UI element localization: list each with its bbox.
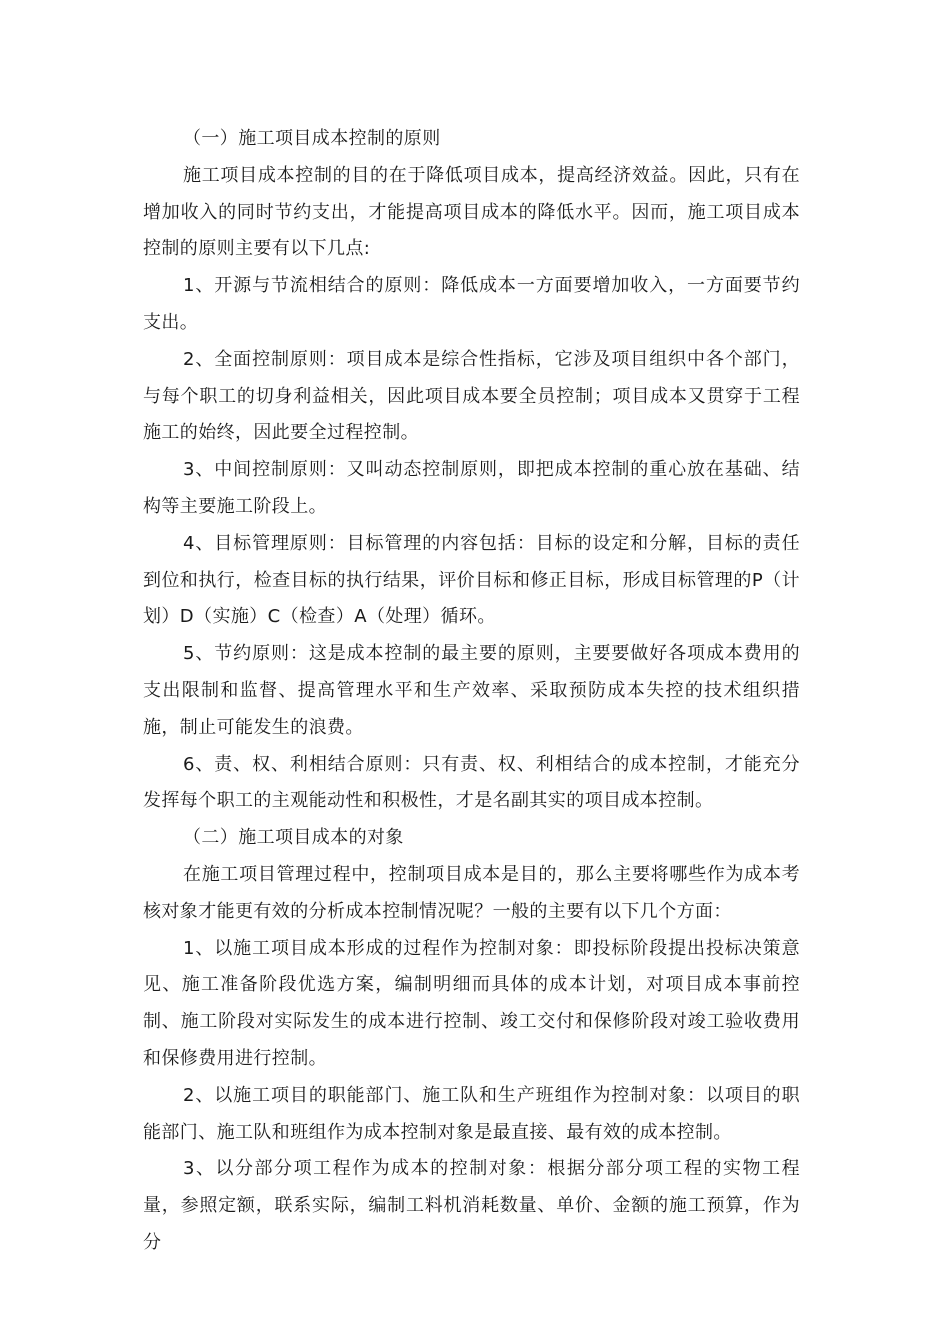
list-item: 6、责、权、利相结合原则：只有责、权、利相结合的成本控制，才能充分发挥每个职工的主观能动性和积极性，才是名副其实的项目成本控制。 bbox=[143, 753, 800, 812]
list-item: 1、开源与节流相结合的原则：降低成本一方面要增加收入，一方面要节约支出。 bbox=[143, 275, 800, 333]
list-item: 2、以施工项目的职能部门、施工队和生产班组作为控制对象：以项目的职能部门、施工队和班组作为成本控制对象是最直接、最有效的成本控制。 bbox=[143, 1084, 800, 1143]
paragraph: 施工项目成本控制的目的在于降低项目成本，提高经济效益。因此，只有在增加收入的同时节约支出，才能提高项目成本的降低水平。因而，施工项目成本控制的原则主要有以下几点: bbox=[143, 164, 800, 260]
list-item: 5、节约原则：这是成本控制的最主要的原则，主要要做好各项成本费用的支出限制和监督、提高管理水平和生产效率、采取预防成本失控的技术组织措施，制止可能发生的浪费。 bbox=[143, 643, 800, 738]
list-item: 3、以分部分项工程作为成本的控制对象：根据分部分项工程的实物工程量，参照定额，联系实际，编制工料机消耗数量、单价、金额的施工预算，作为分 bbox=[143, 1158, 800, 1253]
list-item: 4、目标管理原则：目标管理的内容包括：目标的设定和分解，目标的责任到位和执行，检查目标的执行结果，评价目标和修正目标，形成目标管理的P（计划）D（实施）C（检查）A（处理）循环。 bbox=[143, 532, 800, 628]
list-item: 2、全面控制原则：项目成本是综合性指标，它涉及项目组织中各个部门，与每个职工的切身利益相关，因此项目成本要全员控制；项目成本又贯穿于工程施工的始终，因此要全过程控制。 bbox=[143, 348, 800, 444]
section-heading-1: （一）施工项目成本控制的原则 bbox=[183, 128, 441, 149]
section-heading-2: （二）施工项目成本的对象 bbox=[183, 827, 404, 849]
list-item: 3、中间控制原则：又叫动态控制原则，即把成本控制的重心放在基础、结构等主要施工阶段上。 bbox=[143, 459, 800, 517]
list-item: 1、以施工项目成本形成的过程作为控制对象：即投标阶段提出投标决策意见、施工准备阶段优选方案，编制明细而具体的成本计划，对项目成本事前控制、施工阶段对实际发生的成本进行控制、竣工交付和保修阶段对竣工验收费用和保修费用进行控制。 bbox=[143, 937, 800, 1069]
paragraph: 在施工项目管理过程中，控制项目成本是目的，那么主要将哪些作为成本考核对象才能更有效的分析成本控制情况呢？一般的主要有以下几个方面： bbox=[143, 863, 800, 922]
